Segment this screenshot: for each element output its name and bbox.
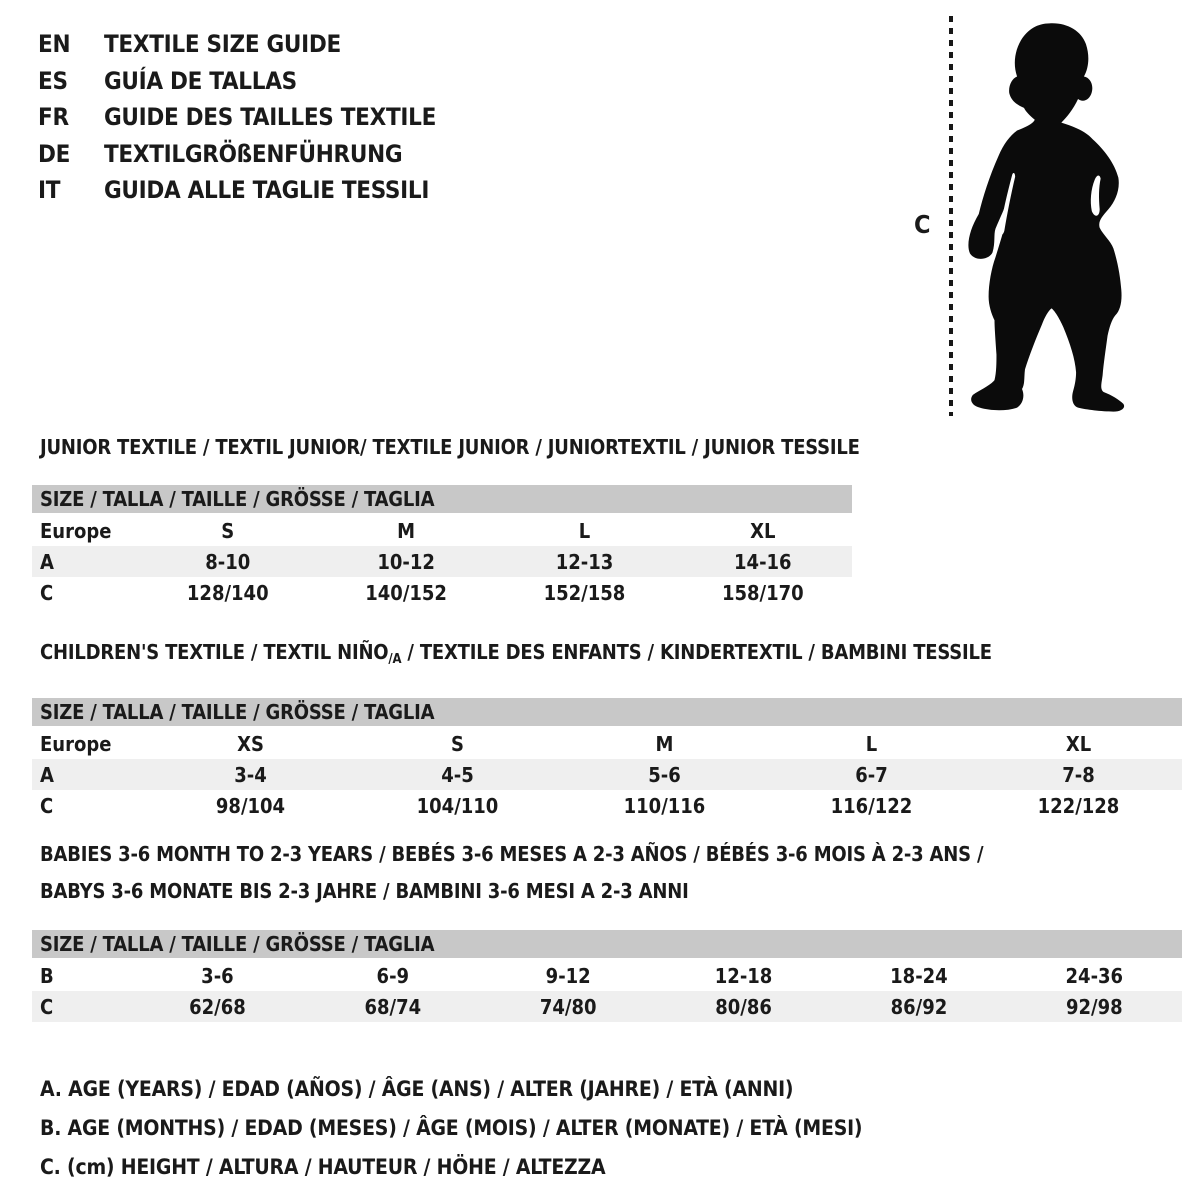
legend-notes	[40, 1070, 862, 1187]
cell-value: M	[397, 518, 416, 543]
cell-value: XS	[237, 731, 264, 756]
row-label: C	[40, 994, 54, 1019]
section-title-text: BABYS 3-6 MONATE BIS 2-3 JAHRE / BAMBINI 3-6 MESI A 2-3 ANNI	[40, 879, 689, 903]
cell-value: XL	[1065, 731, 1092, 756]
cell-value: 18-24	[890, 963, 948, 988]
size-header-band: SIZE / TALLA / TAILLE / GRÖSSE / TAGLIA	[32, 485, 852, 513]
cell-value: 122/128	[1037, 793, 1120, 818]
guide-title: GUIDA ALLE TAGLIE TESSILI	[104, 176, 430, 204]
row-label: C	[40, 580, 54, 605]
cell-value: 110/116	[623, 793, 706, 818]
cell-value: 68/74	[364, 994, 422, 1019]
cell-value: 62/68	[189, 994, 246, 1019]
section-title	[40, 843, 1182, 865]
cell-value: 12-18	[714, 963, 773, 988]
cell-value: 4-5	[441, 762, 474, 787]
note-line: B. AGE (MONTHS) / EDAD (MESES) / ÂGE (MOIS) / ALTER (MONATE) / ETÀ (MESI)	[40, 1116, 863, 1140]
language-row	[38, 63, 436, 100]
cell-value: L	[578, 518, 591, 543]
cell-value: 158/170	[721, 580, 804, 605]
language-code: ES	[38, 66, 68, 95]
section-title	[40, 435, 860, 459]
cell-value: 12-13	[555, 549, 614, 574]
cell-value: 98/104	[215, 793, 286, 818]
section-title-text: BABIES 3-6 MONTH TO 2-3 YEARS / BEBÉS 3-6 MESES A 2-3 AÑOS / BÉBÉS 3-6 MOIS À 2-3 ANS /	[40, 842, 984, 866]
cell-value: 86/92	[890, 994, 948, 1019]
childrens-textile-section	[0, 641, 1182, 821]
row-label: C	[40, 793, 54, 818]
note-line: C. (cm) HEIGHT / ALTURA / HAUTEUR / HÖHE / ALTEZZA	[40, 1155, 606, 1179]
language-row	[38, 172, 436, 209]
cell-value: 24-36	[1065, 963, 1124, 988]
section-title	[40, 641, 1182, 671]
table-row	[32, 515, 852, 546]
guide-title: TEXTILGRÖßENFÜHRUNG	[104, 139, 403, 168]
language-title-list	[38, 26, 436, 209]
guide-title: GUIDE DES TAILLES TEXTILE	[104, 103, 437, 131]
cell-value: XL	[750, 518, 776, 543]
table-row	[32, 960, 1182, 991]
section-title-text: /A	[388, 652, 402, 667]
cell-value: 10-12	[377, 549, 435, 574]
language-code: IT	[38, 176, 61, 204]
table-row	[32, 991, 1182, 1022]
toddler-silhouette-icon	[966, 16, 1138, 418]
cell-value: 6-7	[855, 762, 888, 787]
language-row	[38, 99, 436, 136]
cell-value: 8-10	[205, 549, 251, 574]
guide-title: GUÍA DE TALLAS	[104, 66, 297, 95]
section-title-text: JUNIOR TEXTILE / TEXTIL JUNIOR/ TEXTILE JUNIOR / JUNIORTEXTIL / JUNIOR TESSILE	[40, 435, 860, 459]
row-label: B	[40, 963, 54, 988]
cell-value: 152/158	[543, 580, 626, 605]
language-row	[38, 26, 436, 63]
cell-value: 7-8	[1062, 762, 1095, 787]
language-code: FR	[38, 103, 69, 131]
language-row	[38, 136, 436, 173]
cell-value: 140/152	[365, 580, 447, 605]
size-table	[32, 485, 852, 608]
cell-value: 116/122	[830, 793, 913, 818]
table-row	[32, 577, 852, 608]
row-label: Europe	[40, 731, 112, 756]
table-row	[32, 546, 852, 577]
babies-textile-section	[0, 843, 1182, 1022]
table-row	[32, 728, 1182, 759]
section-title-text: CHILDREN'S TEXTILE / TEXTIL NIÑO	[40, 640, 389, 664]
note-line: A. AGE (YEARS) / EDAD (AÑOS) / ÂGE (ANS) / ALTER (JAHRE) / ETÀ (ANNI)	[40, 1077, 794, 1101]
language-code: EN	[38, 30, 71, 58]
cell-value: 3-4	[234, 762, 267, 787]
cell-value: 3-6	[201, 963, 234, 988]
cell-value: M	[655, 731, 674, 756]
height-measure-dashed-line	[949, 16, 953, 416]
row-label: A	[40, 762, 54, 787]
guide-title: TEXTILE SIZE GUIDE	[104, 30, 341, 58]
cell-value: 104/110	[416, 793, 499, 818]
cell-value: 5-6	[648, 762, 681, 787]
cell-value: 128/140	[186, 580, 269, 605]
table-row	[32, 790, 1182, 821]
cell-value: 92/98	[1065, 994, 1123, 1019]
junior-textile-section	[0, 435, 860, 608]
cell-value: S	[221, 518, 235, 543]
table-rows	[32, 515, 852, 608]
size-header-band: SIZE / TALLA / TAILLE / GRÖSSE / TAGLIA	[32, 930, 1182, 958]
row-label: Europe	[40, 518, 112, 543]
cell-value: 9-12	[545, 963, 591, 988]
size-table	[32, 930, 1182, 1022]
cell-value: L	[865, 731, 878, 756]
table-rows	[32, 728, 1182, 821]
table-rows	[32, 960, 1182, 1022]
table-row	[32, 759, 1182, 790]
size-table	[32, 698, 1182, 821]
language-code: DE	[38, 139, 71, 168]
section-title	[40, 880, 1182, 902]
section-title-text: / TEXTILE DES ENFANTS / KINDERTEXTIL / BAMBINI TESSILE	[401, 640, 992, 664]
cell-value: 74/80	[539, 994, 597, 1019]
cell-value: 14-16	[734, 549, 792, 574]
size-header-band: SIZE / TALLA / TAILLE / GRÖSSE / TAGLIA	[32, 698, 1182, 726]
cell-value: S	[451, 731, 464, 756]
cell-value: 6-9	[376, 963, 410, 988]
cell-value: 80/86	[715, 994, 772, 1019]
height-measure-label: C	[914, 210, 931, 239]
row-label: A	[40, 549, 54, 574]
